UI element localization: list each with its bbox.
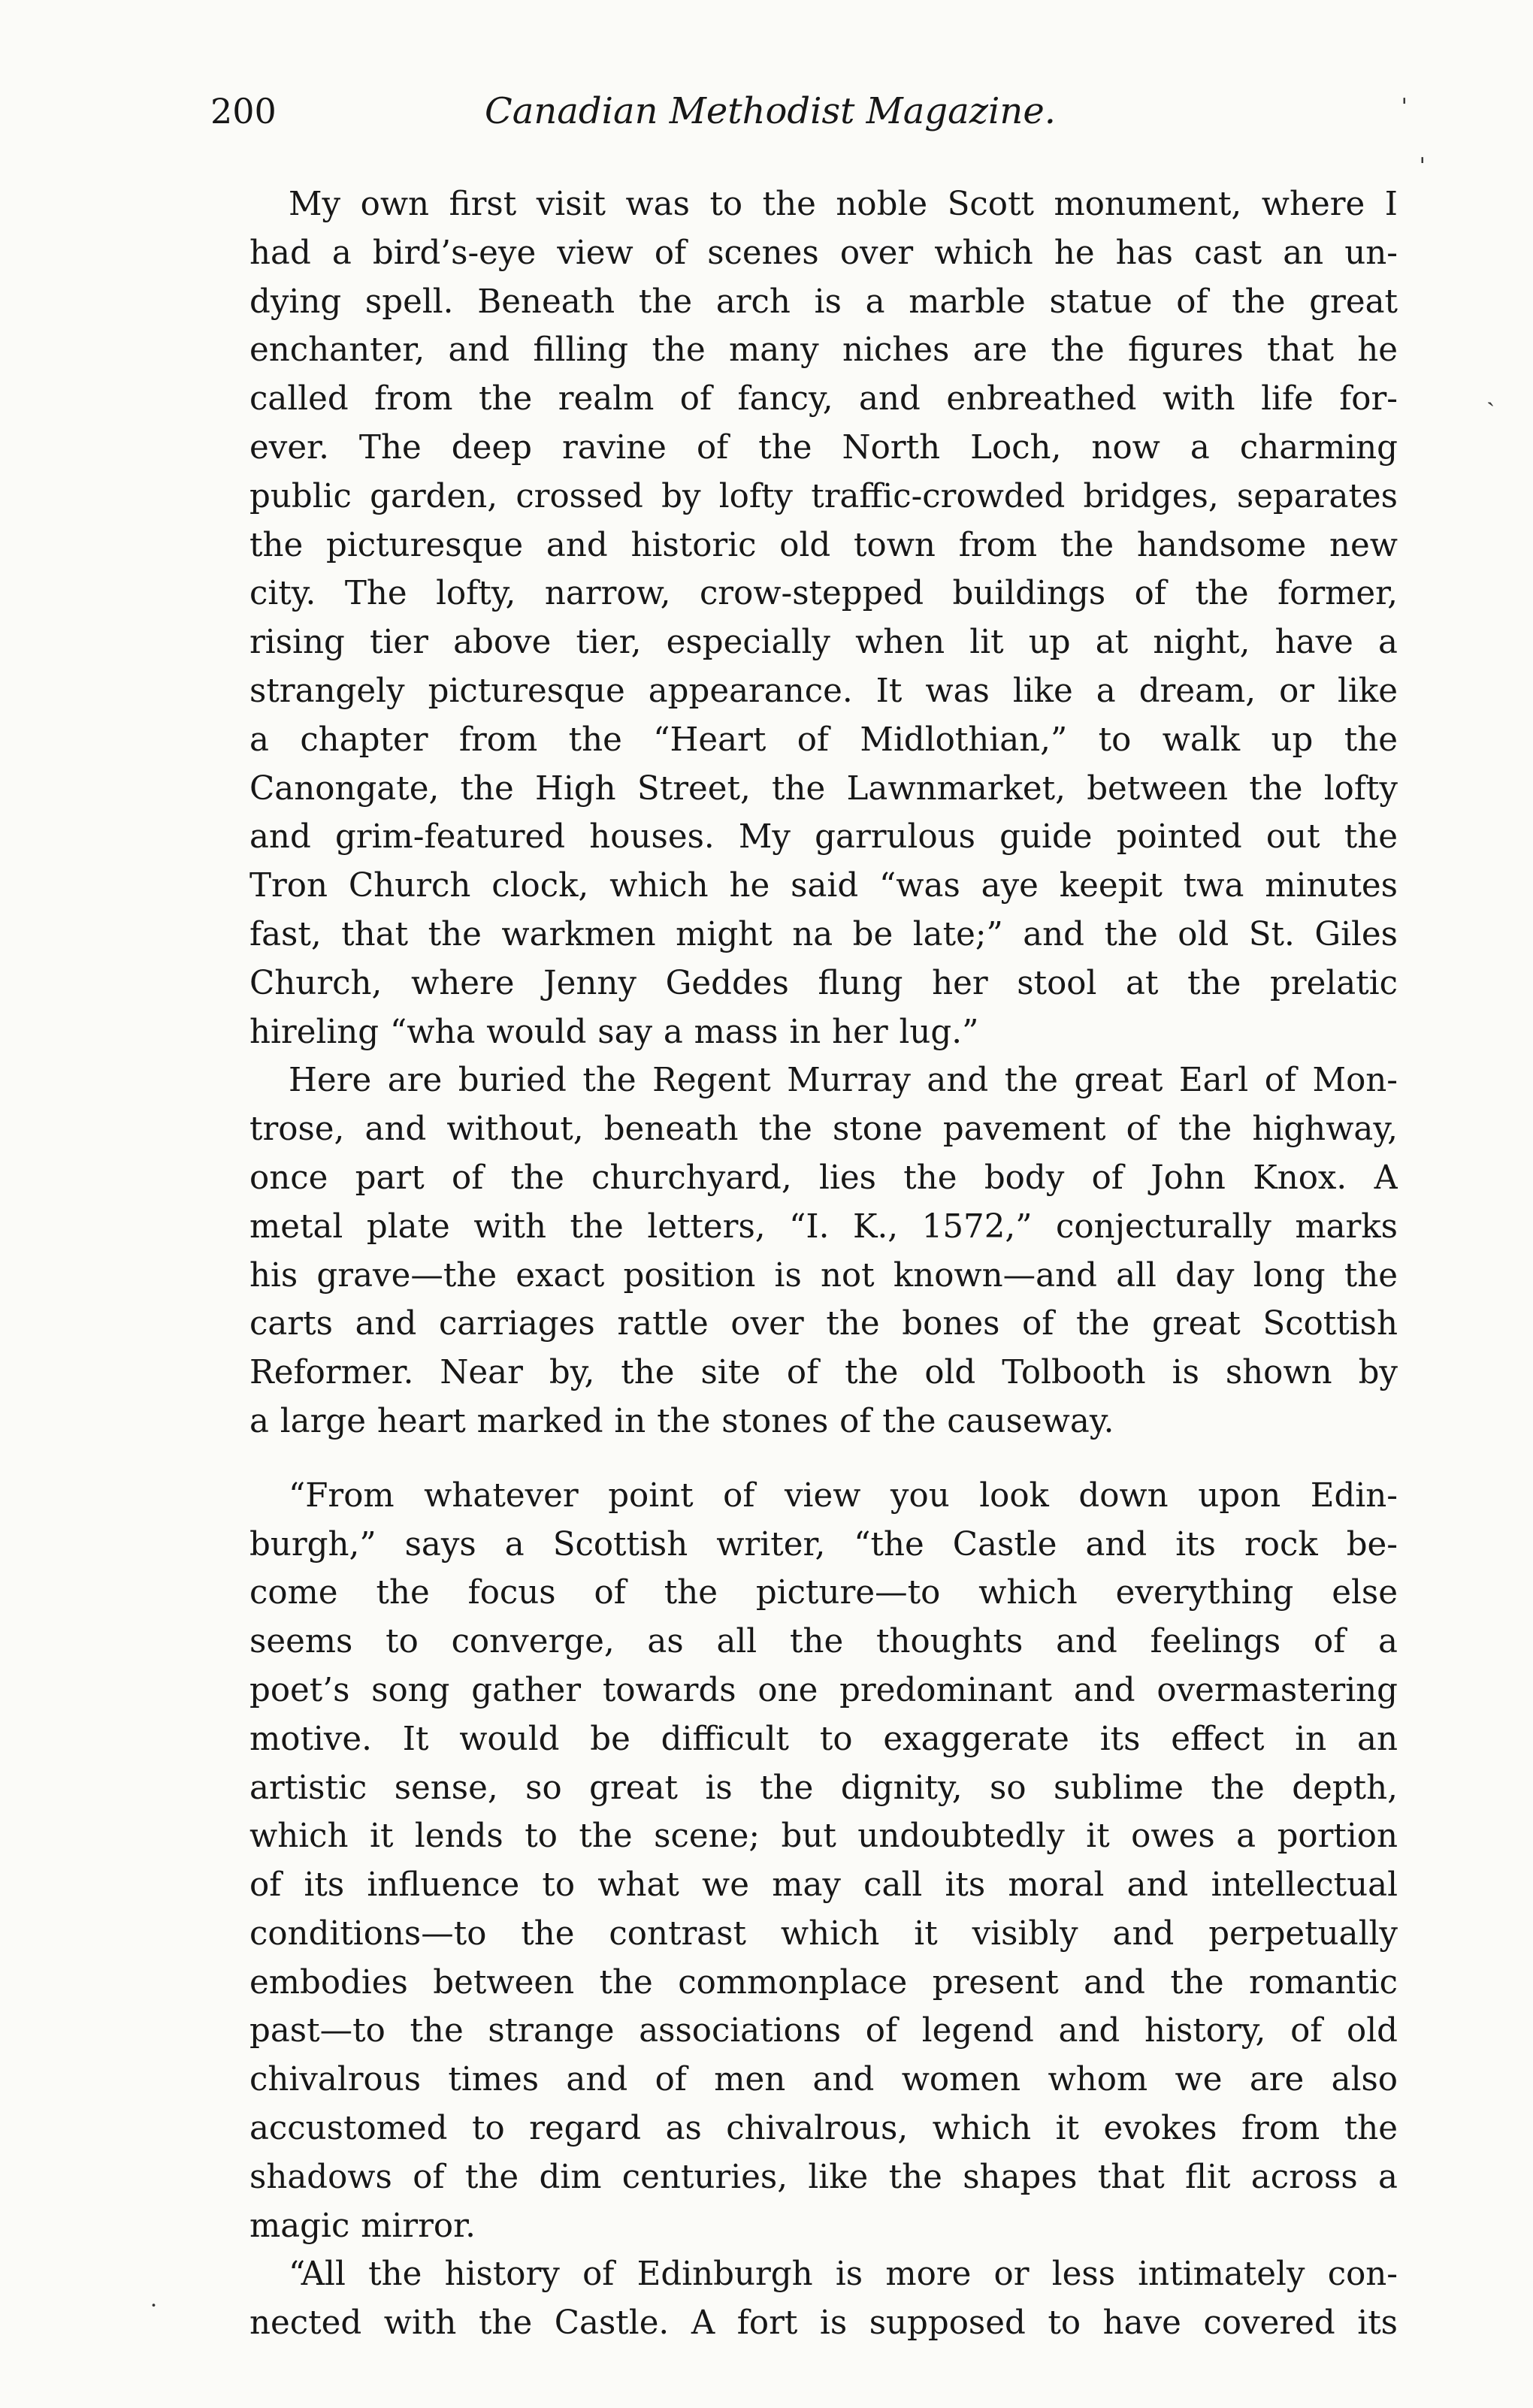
text-line: of its influence to what we may call its moral and intellectual	[249, 1866, 1398, 1905]
text-line: metal plate with the letters, “I. K., 1572,” conjecturally marks	[249, 1207, 1398, 1246]
text-line: Reformer. Near by, the site of the old Tolbooth is shown by	[249, 1354, 1398, 1392]
text-line: ever. The deep ravine of the North Loch, now a charming	[249, 428, 1398, 467]
text-line: seems to converge, as all the thoughts and feelings of a	[249, 1623, 1398, 1661]
text-line: Tron Church clock, which he said “was aye keepit twa minutes	[249, 867, 1398, 905]
text-line: come the focus of the picture—to which everything else	[249, 1574, 1398, 1612]
text-line: enchanter, and filling the many niches are the figures that he	[249, 331, 1398, 370]
print-speck: ˎ	[1486, 377, 1495, 407]
article-body	[210, 180, 1398, 2348]
page-header	[210, 89, 1398, 149]
text-line: had a bird’s-eye view of scenes over which he has cast an un-	[249, 234, 1398, 272]
text-line: past—to the strange associations of legend and history, of old	[249, 2012, 1398, 2050]
print-speck: ˈ	[1401, 94, 1408, 124]
print-speck: ˌ	[1419, 137, 1426, 167]
text-line: artistic sense, so great is the dignity, so sublime the depth,	[249, 1769, 1398, 1807]
text-line: poet’s song gather towards one predominant and overmastering	[249, 1671, 1398, 1709]
text-line: city. The lofty, narrow, crow-stepped buildings of the former,	[249, 575, 1398, 613]
text-line: hireling “wha would say a mass in her lug.”	[249, 1013, 979, 1051]
text-line: his grave—the exact position is not known—and all day long the	[249, 1256, 1398, 1295]
text-line: “All the history of Edinburgh is more or less intimately con-	[289, 2255, 1398, 2294]
print-speck: ˙	[147, 2300, 160, 2330]
text-line: Church, where Jenny Geddes flung her stool at the prelatic	[249, 964, 1398, 1002]
text-line: once part of the churchyard, lies the body of John Knox. A	[249, 1159, 1398, 1197]
text-line: accustomed to regard as chivalrous, which it evokes from the	[249, 2110, 1398, 2148]
text-line: motive. It would be difficult to exaggerate its effect in an	[249, 1720, 1398, 1758]
text-line: dying spell. Beneath the arch is a marble statue of the great	[249, 282, 1398, 321]
text-line: burgh,” says a Scottish writer, “the Castle and its rock be-	[249, 1525, 1398, 1564]
text-line: “From whatever point of view you look down upon Edin-	[289, 1476, 1398, 1515]
running-title: Canadian Methodist Magazine.	[485, 90, 1056, 132]
text-line: conditions—to the contrast which it visibly and perpetually	[249, 1914, 1398, 1953]
text-line: magic mirror.	[249, 2207, 476, 2245]
text-line: trose, and without, beneath the stone pavement of the highway,	[249, 1110, 1398, 1149]
text-line: nected with the Castle. A fort is supposed to have covered its	[249, 2304, 1398, 2343]
text-line: called from the realm of fancy, and enbreathed with life for-	[249, 380, 1398, 418]
text-line: public garden, crossed by lofty traffic-crowded bridges, separates	[249, 477, 1398, 515]
text-line: chivalrous times and of men and women whom we are also	[249, 2061, 1398, 2099]
paragraph-scott-monument	[210, 180, 1398, 1056]
text-line: a chapter from the “Heart of Midlothian,” to walk up the	[249, 721, 1398, 759]
text-line: Here are buried the Regent Murray and the great Earl of Mon-	[289, 1062, 1398, 1100]
text-line: a large heart marked in the stones of the causeway.	[249, 1402, 1114, 1440]
text-line: carts and carriages rattle over the bones of the great Scottish	[249, 1305, 1398, 1343]
paragraph-gap	[210, 1446, 1398, 1472]
paragraph-castle-quote	[210, 1472, 1398, 2251]
text-line: My own first visit was to the noble Scott monument, where I	[289, 186, 1398, 223]
paragraph-john-knox	[210, 1056, 1398, 1446]
text-line: rising tier above tier, especially when lit up at night, have a	[249, 624, 1398, 662]
text-line: fast, that the warkmen might na be late;” and the old St. Giles	[249, 915, 1398, 953]
text-line: and grim-featured houses. My garrulous guide pointed out the	[249, 818, 1398, 857]
text-line: strangely picturesque appearance. It was like a dream, or like	[249, 672, 1398, 710]
text-line: the picturesque and historic old town from the handsome new	[249, 526, 1398, 564]
text-line: Canongate, the High Street, the Lawnmarket, between the lofty	[249, 769, 1398, 808]
text-line: shadows of the dim centuries, like the shapes that flit across a	[249, 2158, 1398, 2196]
page-number: 200	[210, 91, 277, 131]
paragraph-edinburgh-history	[210, 2250, 1398, 2348]
text-line: which it lends to the scene; but undoubtedly it owes a portion	[249, 1817, 1398, 1856]
text-line: embodies between the commonplace present and the romantic	[249, 1963, 1398, 2002]
